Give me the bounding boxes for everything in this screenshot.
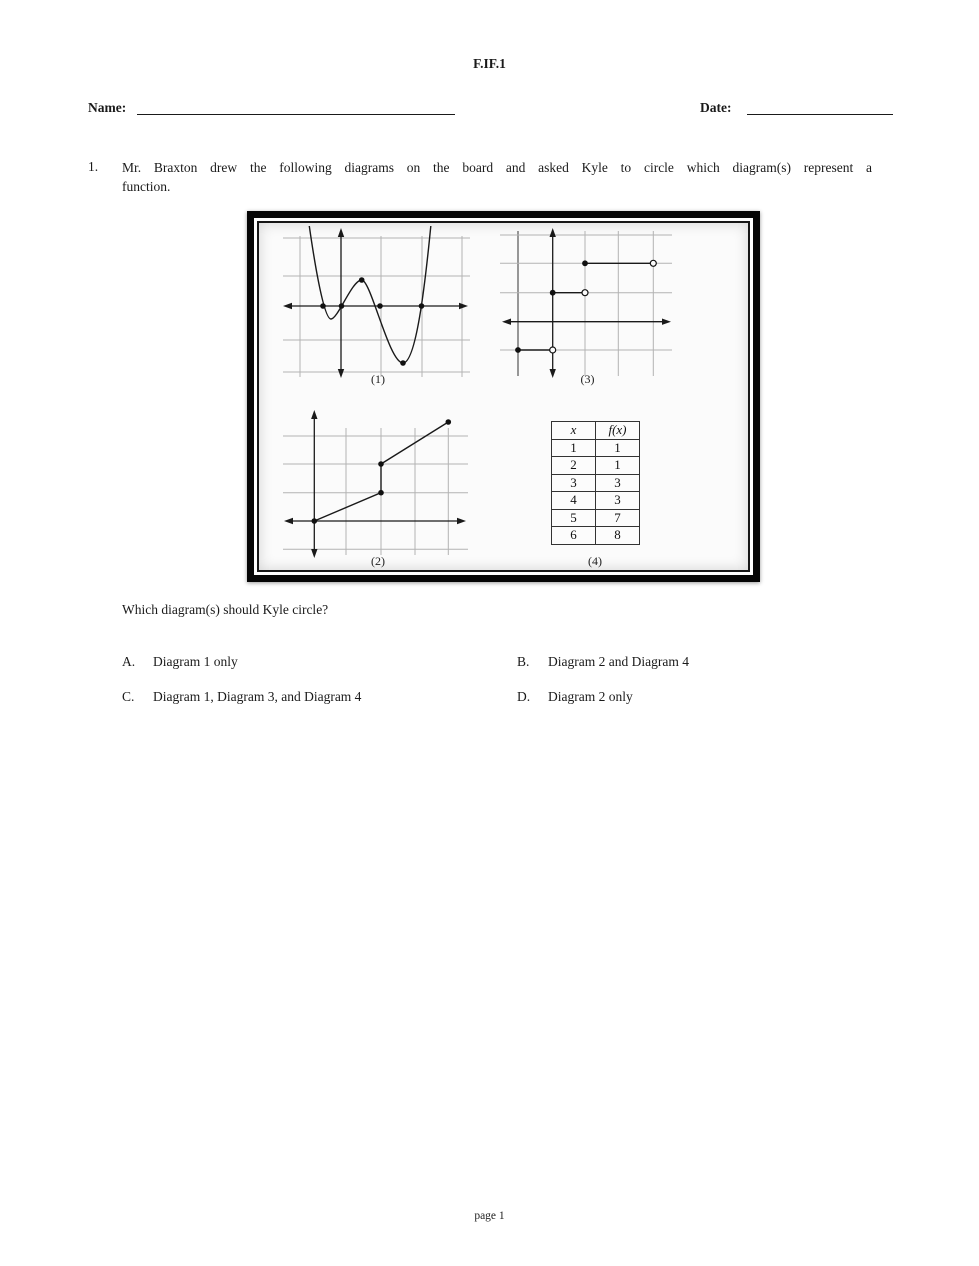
function-table-body	[552, 439, 640, 544]
table-header-x: x	[552, 422, 596, 440]
figure-mat	[254, 218, 753, 575]
diagram-4-label: (4)	[588, 554, 602, 568]
page-title: F.IF.1	[473, 56, 506, 71]
choice-b-letter: B.	[517, 654, 530, 669]
table-row: 1 1	[552, 439, 640, 457]
diagram-1-label: (1)	[371, 372, 385, 386]
page-footer: page 1	[474, 1210, 505, 1222]
choice-d-text: Diagram 2 only	[548, 689, 633, 704]
question-text-line1: Mr. Braxton drew the following diagrams on the board and asked Kyle to circle which diagram(s) represent a	[122, 160, 872, 175]
table-row: 4 3	[552, 492, 640, 510]
grid-lines	[500, 231, 672, 376]
x-axis	[284, 518, 466, 524]
diagram-2-label: (2)	[371, 554, 385, 568]
choice-a-text: Diagram 1 only	[153, 654, 238, 669]
data-points	[320, 277, 424, 366]
diagram-3-label: (3)	[580, 372, 595, 386]
table-row: 5 7	[552, 509, 640, 527]
y-axis	[311, 410, 317, 558]
choice-d-letter: D.	[517, 689, 531, 704]
name-blank-line	[137, 101, 455, 115]
table-row: 3 3	[552, 474, 640, 492]
table-row: 6 8	[552, 527, 640, 545]
choice-c-letter: C.	[122, 689, 135, 704]
choice-c-text: Diagram 1, Diagram 3, and Diagram 4	[153, 689, 362, 704]
grid-lines	[283, 428, 468, 555]
step-segments	[515, 260, 656, 353]
date-blank-line	[747, 101, 893, 115]
table-header-fx: f(x)	[596, 422, 640, 440]
question-subprompt: Which diagram(s) should Kyle circle?	[122, 602, 329, 617]
function-table	[551, 421, 640, 545]
choice-b-text: Diagram 2 and Diagram 4	[548, 654, 689, 669]
table-header-row	[552, 422, 640, 440]
choice-a-letter: A.	[122, 654, 136, 669]
figure-frame	[247, 211, 760, 582]
question-text-line2: function.	[122, 178, 171, 194]
figure-canvas	[257, 221, 750, 572]
x-axis	[502, 319, 671, 325]
function-curve	[309, 226, 431, 363]
question-number: 1.	[88, 159, 99, 174]
table-row: 2 1	[552, 457, 640, 475]
diagram-2-graph	[283, 408, 473, 563]
name-label: Name:	[88, 100, 127, 115]
diagram-1-graph	[283, 226, 473, 381]
y-axis	[550, 228, 556, 378]
date-label: Date:	[700, 100, 732, 115]
question-text	[122, 159, 872, 196]
diagram-3-graph	[495, 226, 680, 381]
